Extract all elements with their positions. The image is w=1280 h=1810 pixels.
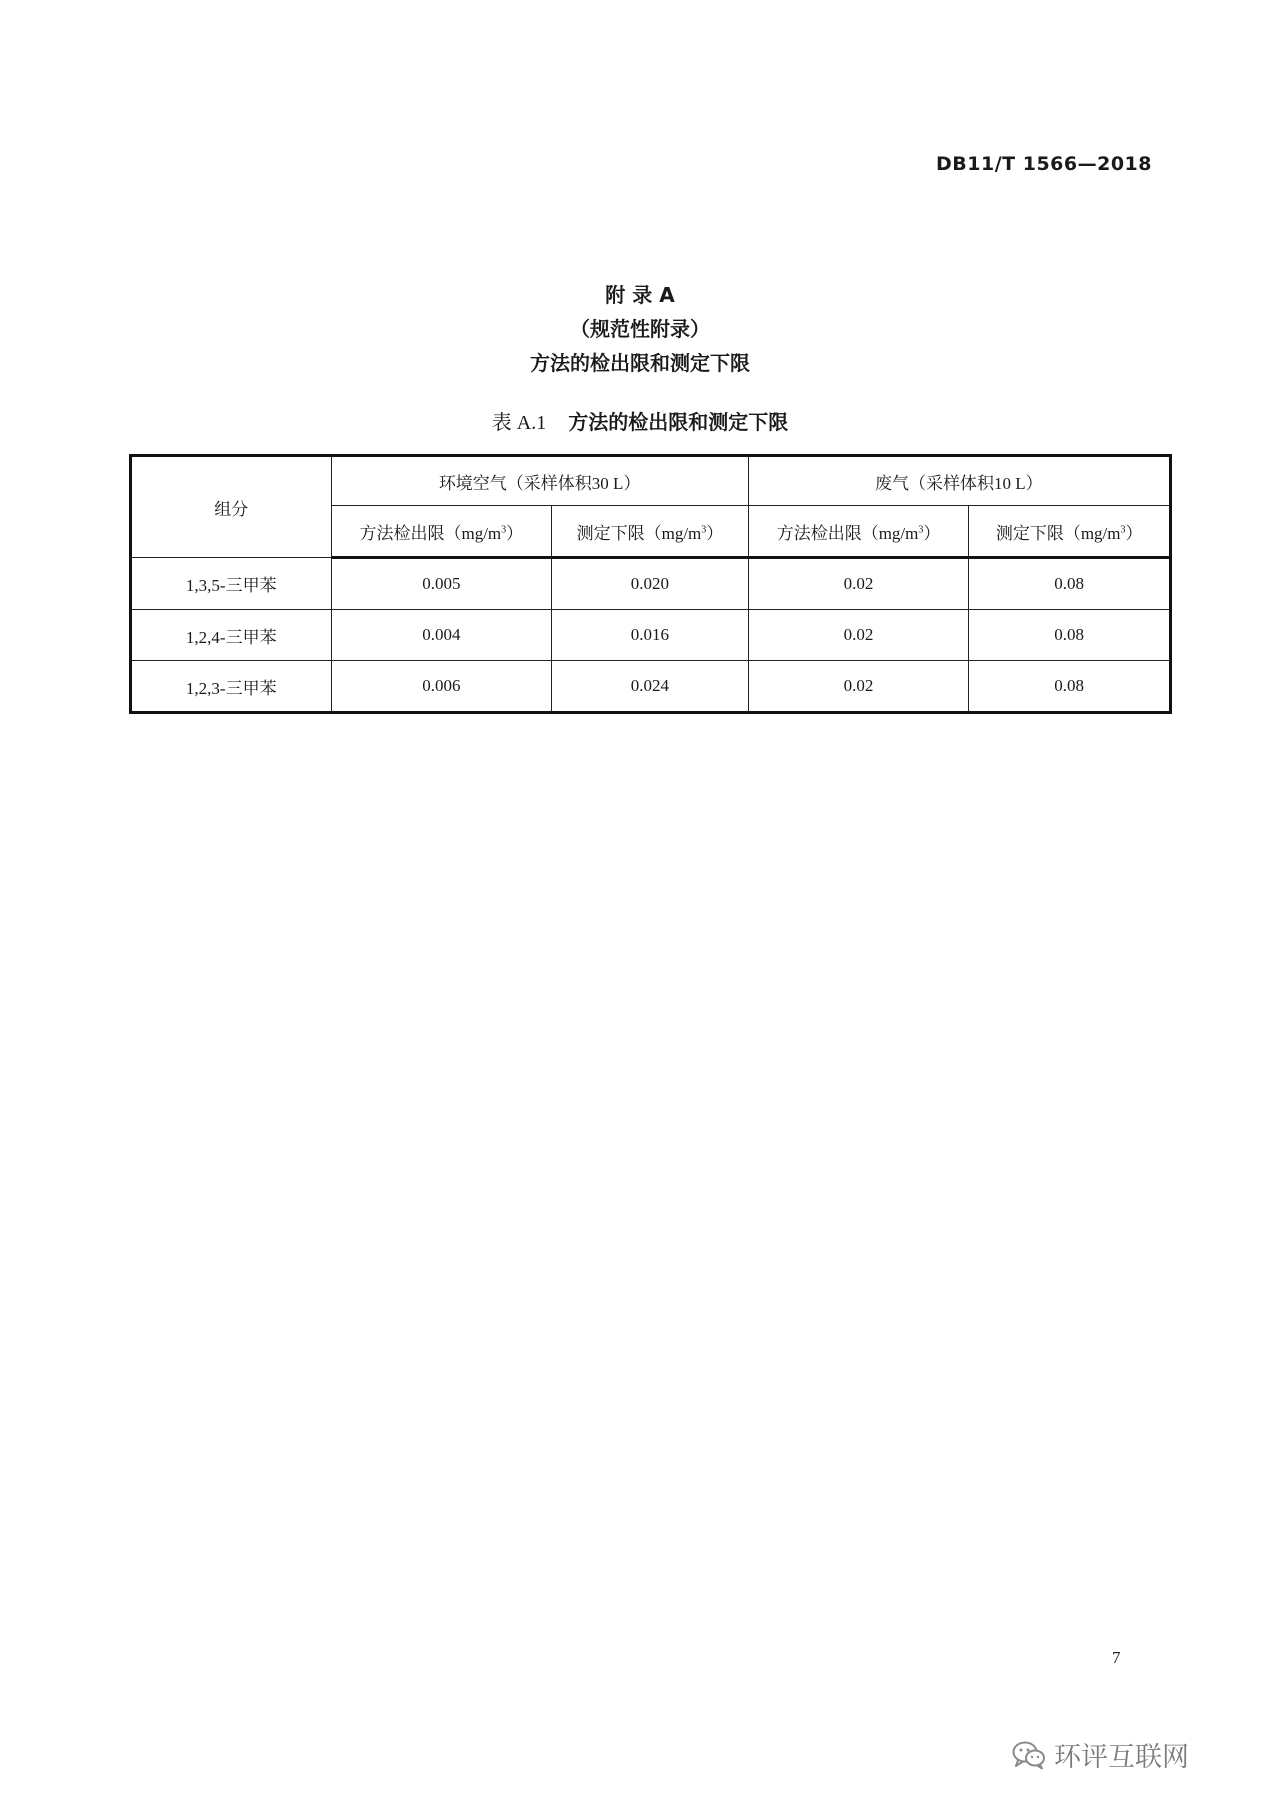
header-exhaust-lql: 测定下限$(mg/m^3)$ (969, 506, 1171, 558)
cell-exhaust-lql: 0.08 (969, 610, 1171, 661)
header-ambient-mdl: 方法检出限$(mg/m^3)$ (331, 506, 552, 558)
cell-exhaust-mdl: 0.02 (748, 558, 969, 610)
cell-exhaust-mdl: 0.02 (748, 661, 969, 713)
header-component: 组分 (131, 456, 332, 558)
header-group-exhaust: 废气（采样体积10 L） (748, 456, 1170, 506)
header-group-ambient: 环境空气（采样体积30 L） (331, 456, 748, 506)
watermark (1012, 1735, 1189, 1774)
appendix-title: 附 录 A (605, 283, 675, 307)
cell-ambient-lql: 0.024 (552, 661, 749, 713)
table-caption-text: 方法的检出限和测定下限 (568, 410, 789, 434)
cell-component: 1,2,4-三甲苯 (131, 610, 332, 661)
table-row (131, 661, 1171, 713)
cell-component: 1,3,5-三甲苯 (131, 558, 332, 610)
table-header-row-1 (131, 456, 1171, 506)
document-code: DB11/T 1566—2018 (936, 153, 1152, 175)
page-number: 7 (1112, 1648, 1121, 1667)
table-row (131, 558, 1171, 610)
watermark-text: 环评互联网 (1054, 1742, 1189, 1773)
table-caption-number: 表 A.1 (491, 412, 547, 434)
table-caption (0, 406, 1280, 435)
cell-ambient-mdl: 0.005 (331, 558, 552, 610)
header-ambient-lql: 测定下限$(mg/m^3)$ (552, 506, 749, 558)
cell-ambient-mdl: 0.004 (331, 610, 552, 661)
cell-component: 1,2,3-三甲苯 (131, 661, 332, 713)
appendix-heading (0, 278, 1280, 380)
header-exhaust-mdl: 方法检出限$(mg/m^3)$ (748, 506, 969, 558)
appendix-subtitle: （规范性附录） (570, 317, 710, 341)
cell-exhaust-lql: 0.08 (969, 661, 1171, 713)
appendix-heading-text: 方法的检出限和测定下限 (530, 351, 750, 375)
detection-limit-table (129, 454, 1172, 714)
table-row (131, 610, 1171, 661)
cell-ambient-lql: 0.016 (552, 610, 749, 661)
wechat-icon (1012, 1740, 1046, 1770)
cell-ambient-lql: 0.020 (552, 558, 749, 610)
cell-ambient-mdl: 0.006 (331, 661, 552, 713)
cell-exhaust-lql: 0.08 (969, 558, 1171, 610)
cell-exhaust-mdl: 0.02 (748, 610, 969, 661)
